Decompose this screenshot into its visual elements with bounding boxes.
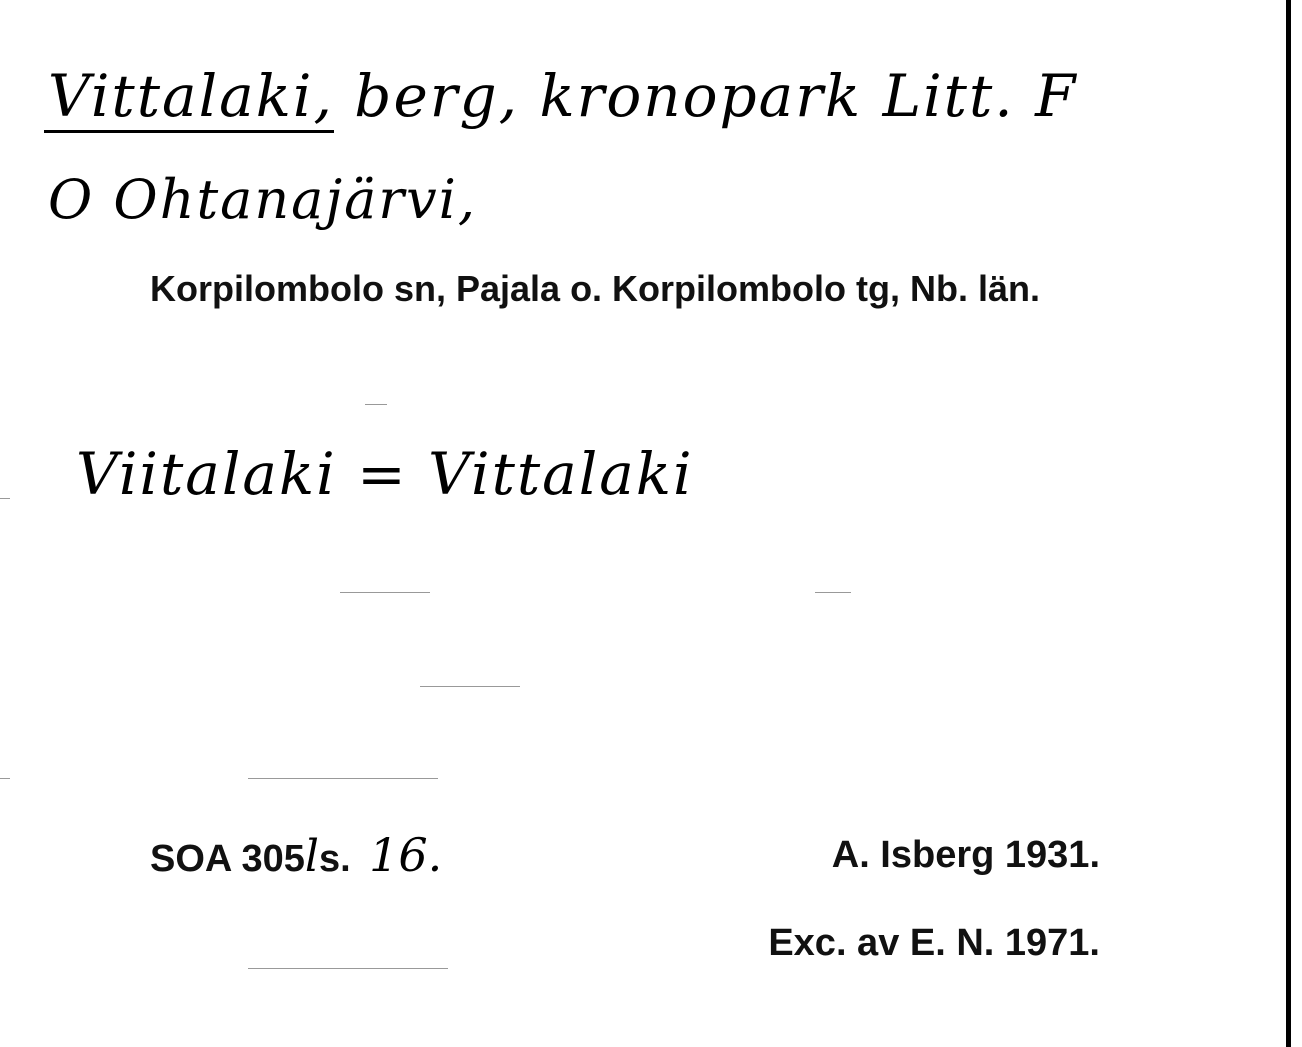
card-edge-line: [1286, 0, 1291, 1047]
scan-speck: [420, 686, 520, 687]
source-volume-handwritten: l: [304, 831, 319, 882]
place-name-handwritten: Vittalaki: [48, 62, 314, 130]
place-description-handwritten: , berg, kronopark Litt. F: [313, 62, 1078, 130]
handwritten-lake-line: O Ohtanajärvi,: [48, 168, 478, 231]
scan-speck: [365, 404, 387, 405]
source-page-handwritten: 16.: [369, 828, 443, 882]
scan-speck: [0, 498, 10, 499]
scan-speck: [248, 968, 448, 969]
place-name-underline: [44, 130, 334, 133]
scan-speck: [340, 592, 430, 593]
source-prefix: SOA 305: [150, 838, 305, 880]
source-page-label: s.: [318, 838, 351, 880]
scan-speck: [815, 592, 851, 593]
typed-location-line: Korpilombolo sn, Pajala o. Korpilombolo tg, Nb. län.: [150, 268, 1041, 309]
scan-speck: [0, 778, 10, 779]
excerpt-line: Exc. av E. N. 1971.: [768, 922, 1100, 964]
scan-speck: [248, 778, 438, 779]
handwritten-title-line: [48, 62, 1077, 130]
collector-line: A. Isberg 1931.: [831, 834, 1100, 876]
source-reference: [150, 828, 442, 882]
handwritten-equivalence-line: Viitalaki = Vittalaki: [76, 440, 694, 508]
